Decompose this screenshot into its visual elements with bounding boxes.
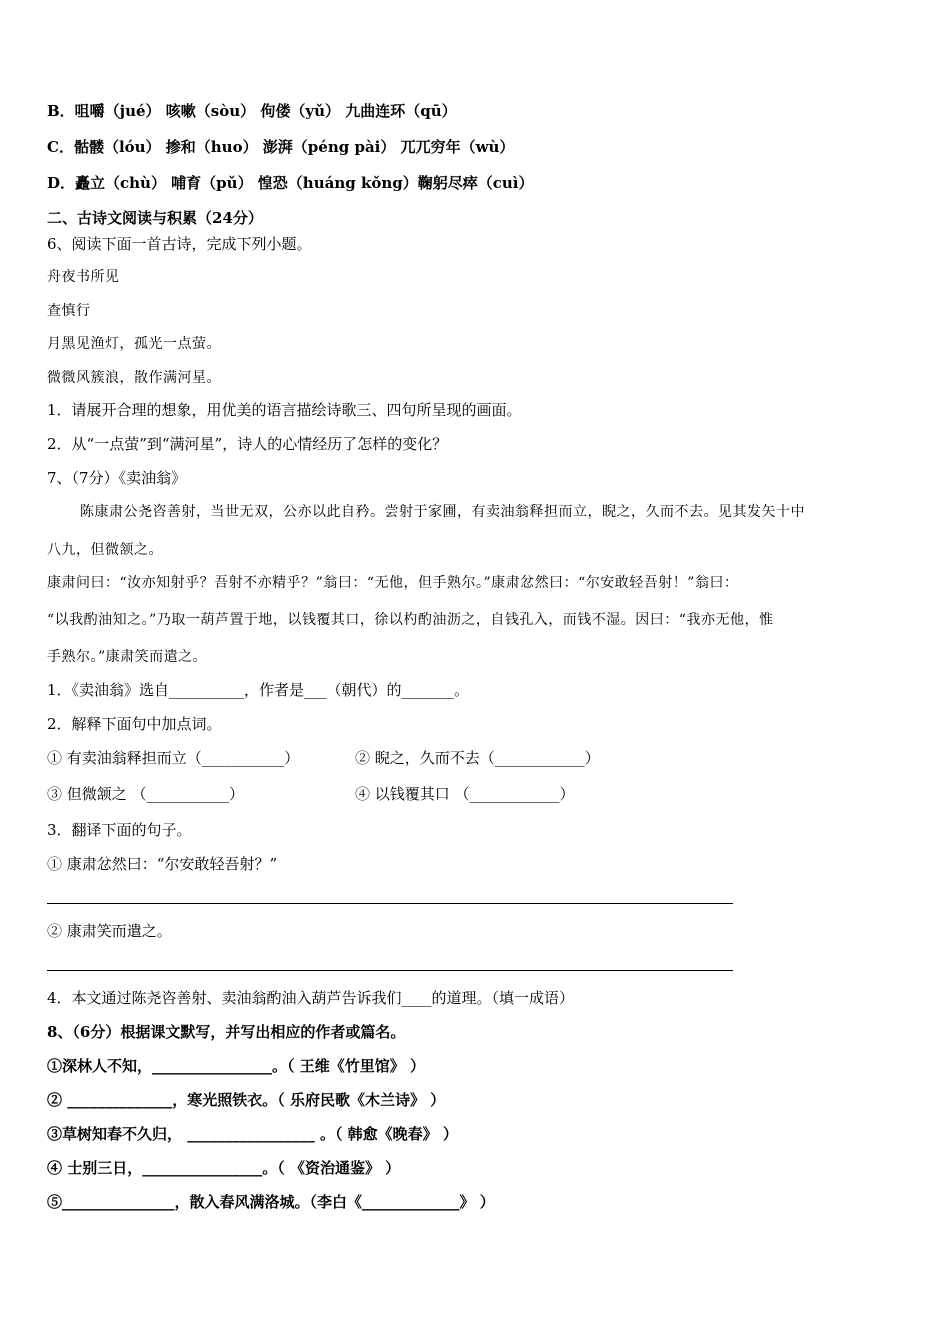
answer-line	[47, 903, 733, 904]
explain-item-3: ③ 但微颔之 （___________）	[47, 785, 245, 803]
translate-item-2: ② 康肃笑而遣之。	[47, 922, 172, 940]
q6-sub-2: 2．从“一点萤”到“满河星”，诗人的心情经历了怎样的变化？	[47, 435, 448, 453]
passage-line: “以我酌油知之。”乃取一葫芦置于地，以钱覆其口，徐以杓酌油沥之，自钱孔入，而钱不湿。因曰：“我亦无他，惟	[47, 612, 774, 628]
recite-item-5: ⑤_______________，散入春风满洛城。（李白《_____________》 ）	[47, 1193, 495, 1211]
explain-item-4: ④ 以钱覆其口 （____________）	[355, 785, 575, 803]
answer-line	[47, 970, 733, 971]
poem-line-1: 月黑见渔灯，孤光一点萤。	[47, 336, 221, 352]
q8-title: 8、（6分）根据课文默写，并写出相应的作者或篇名。	[47, 1023, 406, 1041]
q7-sub-4: 4．本文通过陈尧咨善射、卖油翁酌油入葫芦告诉我们____的道理。（填一成语）	[47, 989, 575, 1007]
poem-line-2: 微微风簇浪，散作满河星。	[47, 370, 221, 386]
option-b: B．咀嚼（jué） 咳嗽（sòu） 佝偻（yǔ） 九曲连环（qū）	[47, 102, 457, 120]
option-c: C．骷髅（lóu） 掺和（huo） 澎湃（péng pài） 兀兀穷年（wù）	[47, 138, 515, 156]
explain-item-1: ① 有卖油翁释担而立（___________）	[47, 749, 300, 767]
recite-item-3: ③草树知春不久归， _________________ 。（ 韩愈《晚春》 ）	[47, 1125, 458, 1143]
q7-title: 7、（7分）《卖油翁》	[47, 469, 187, 487]
poem-title: 舟夜书所见	[47, 269, 120, 285]
passage-line: 康肃问曰：“汝亦知射乎？吾射不亦精乎？”翁曰：“无他，但手熟尔。”康肃忿然曰：“尔安敢轻吾射！”翁曰：	[47, 575, 739, 591]
translate-item-1: ① 康肃忿然曰：“尔安敢轻吾射？”	[47, 855, 278, 873]
passage-line: 八九，但微颔之。	[47, 542, 163, 558]
q6-sub-1: 1．请展开合理的想象，用优美的语言描绘诗歌三、四句所呈现的画面。	[47, 401, 522, 419]
recite-item-4: ④ 士别三日，________________。（ 《资治通鉴》 ）	[47, 1159, 401, 1177]
poem-author: 查慎行	[47, 303, 91, 319]
q7-sub-1: 1．《卖油翁》选自__________，作者是___（朝代）的_______。	[47, 681, 470, 699]
q6-intro: 6、阅读下面一首古诗，完成下列小题。	[47, 235, 312, 253]
passage-line: 陈康肃公尧咨善射，当世无双，公亦以此自矜。尝射于家圃，有卖油翁释担而立，睨之，久而不去。见其发矢十中	[80, 504, 805, 520]
q7-sub-3: 3．翻译下面的句子。	[47, 821, 192, 839]
option-d: D．矗立（chù） 哺育（pǔ） 惶恐（huáng kǒng）鞠躬尽瘁（cuì）	[47, 174, 534, 192]
explain-item-2: ② 睨之，久而不去（____________）	[355, 749, 600, 767]
recite-item-2: ② ______________，寒光照铁衣。（ 乐府民歌《木兰诗》 ）	[47, 1091, 446, 1109]
recite-item-1: ①深林人不知，________________。（ 王维《竹里馆》 ）	[47, 1057, 425, 1075]
passage-line: 手熟尔。”康肃笑而遣之。	[47, 649, 208, 665]
section-title: 二、古诗文阅读与积累（24分）	[47, 209, 263, 227]
q7-sub-2: 2．解释下面句中加点词。	[47, 715, 222, 733]
